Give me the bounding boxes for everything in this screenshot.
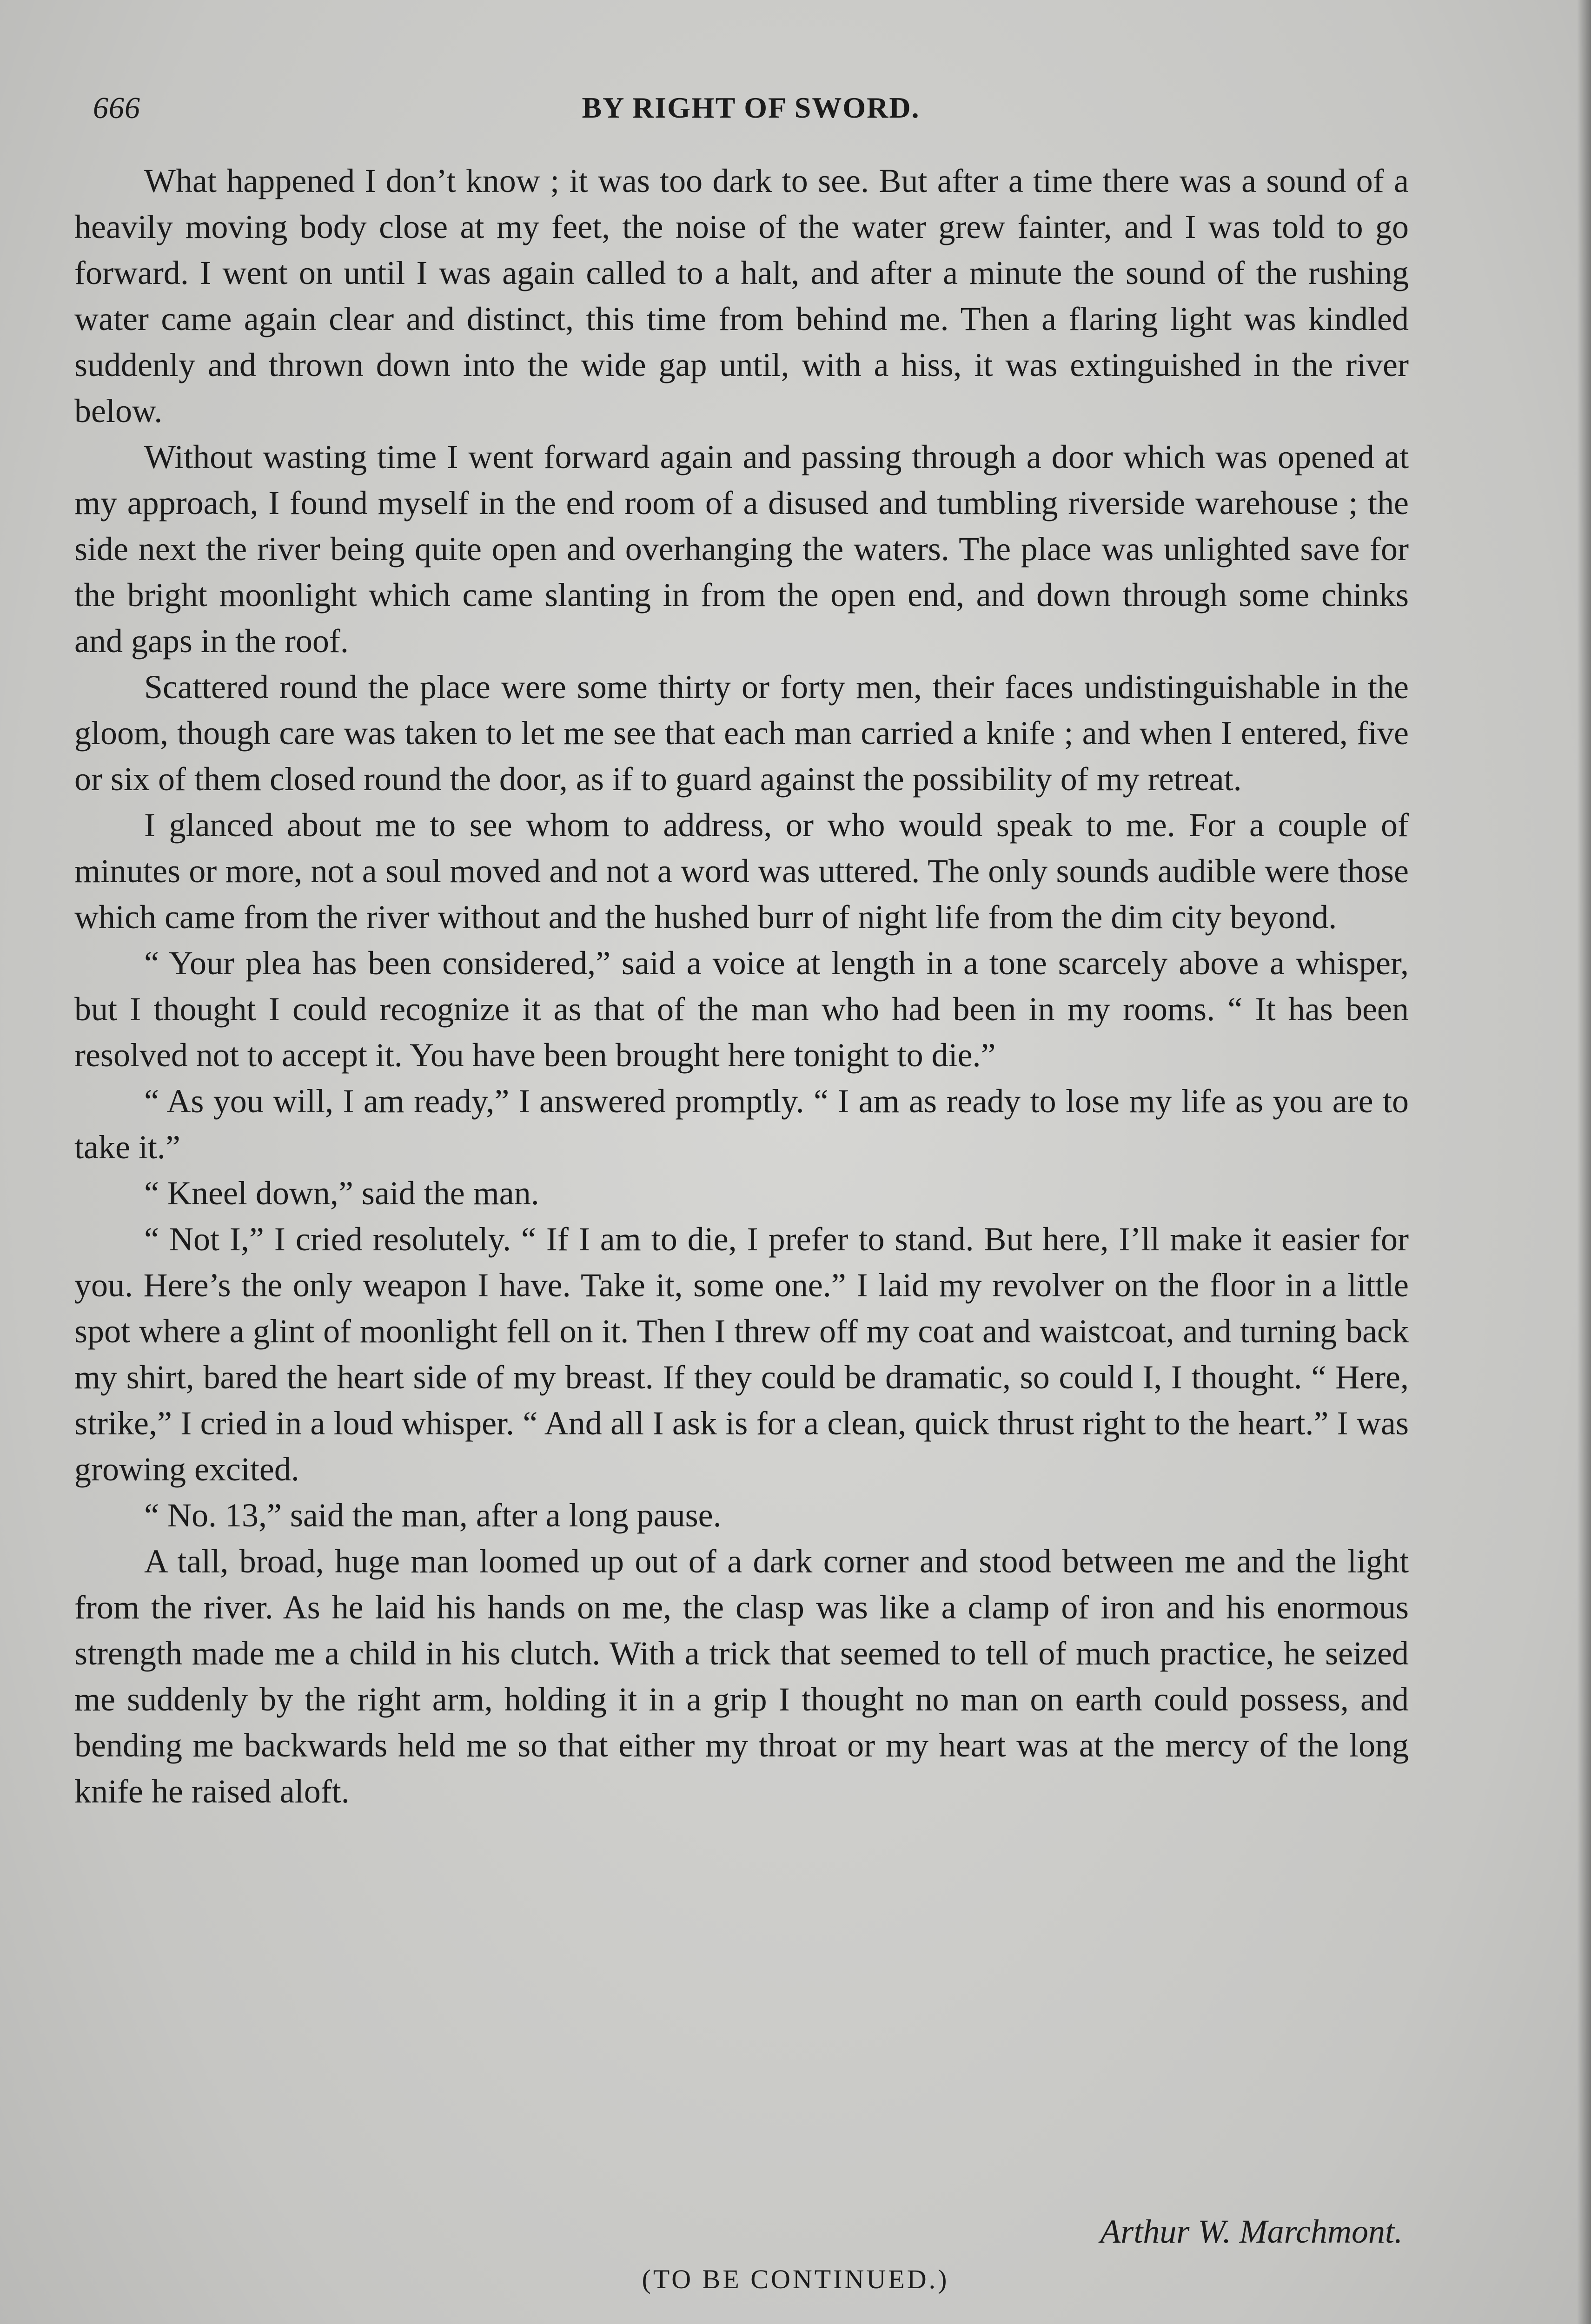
paragraph: “ No. 13,” said the man, after a long pause. <box>144 1497 722 1534</box>
paragraph: A tall, broad, huge man loomed up out of a dark corner and stood between me and the light from the river. As he laid his hands on me, the clasp was like a clamp of iron and his enormous strength made me a child in his clutch. With a trick that seemed to tell of much practice, he seized me suddenly by the right arm, holding it in a grip I thought no man on earth could possess, and bending me backwards held me so that either my throat or my heart was at the mercy of the long knife he raised aloft. <box>74 1543 1409 1810</box>
paragraph: Without wasting time I went forward again and passing through a door which was opened at my approach, I found myself in the end room of a disused and tumbling riverside warehouse ; the side next the river being quite open and overhanging the waters. The place was unlighted save for the bright moonlight which came slanting in from the open end, and down through some chinks and gaps in the roof. <box>74 438 1409 660</box>
paragraph: “ Not I,” I cried resolutely. “ If I am to die, I prefer to stand. But here, I’ll make it easier for you. Here’s the only weapon I have. Take it, some one.” I laid my revolver on the floor in a little spot where a glint of moonlight fell on it. Then I threw off my coat and waistcoat, and turning back my shirt, bared the heart side of my breast. If they could be dramatic, so could I, I thought. “ Here, strike,” I cried in a loud whisper. “ And all I ask is for a clean, quick thrust right to the heart.” I was growing excited. <box>74 1221 1409 1488</box>
paragraph: “ Kneel down,” said the man. <box>144 1175 539 1212</box>
author-signature: Arthur W. Marchmont. <box>1100 2213 1403 2250</box>
paragraph: I glanced about me to see whom to address, or who would speak to me. For a couple of minutes or more, not a soul moved and not a word was uttered. The only sounds audible were those which came from the river without and the hushed burr of night life from the dim city beyond. <box>74 806 1409 936</box>
story-text <box>74 158 1409 1815</box>
page-number: 666 <box>93 91 140 125</box>
running-title: BY RIGHT OF SWORD. <box>582 91 920 124</box>
paragraph: “ Your plea has been considered,” said a voice at length in a tone scarcely above a whisper, but I thought I could recognize it as that of the man who had been in my rooms. “ It has been resolved not to accept it. You have been brought here tonight to die.” <box>74 944 1409 1074</box>
paragraph: What happened I don’t know ; it was too dark to see. But after a time there was a sound of a heavily moving body close at my feet, the noise of the water grew fainter, and I was told to go forward. I went on until I was again called to a halt, and after a minute the sound of the rushing water came again clear and distinct, this time from behind me. Then a flaring light was kindled suddenly and thrown down into the wide gap until, with a hiss, it was extinguished in the river below. <box>74 162 1409 429</box>
page-header <box>74 91 1427 142</box>
continued-notice: (TO BE CONTINUED.) <box>642 2264 949 2294</box>
page-edge-shadow <box>1577 0 1591 2324</box>
paragraph: Scattered round the place were some thirty or forty men, their faces undistinguishable in the gloom, though care was taken to let me see that each man carried a knife ; and when I entered, five or six of them closed round the door, as if to guard against the possibility of my retreat. <box>74 668 1409 798</box>
paragraph: “ As you will, I am ready,” I answered promptly. “ I am as ready to lose my life as you are to take it.” <box>74 1083 1409 1166</box>
